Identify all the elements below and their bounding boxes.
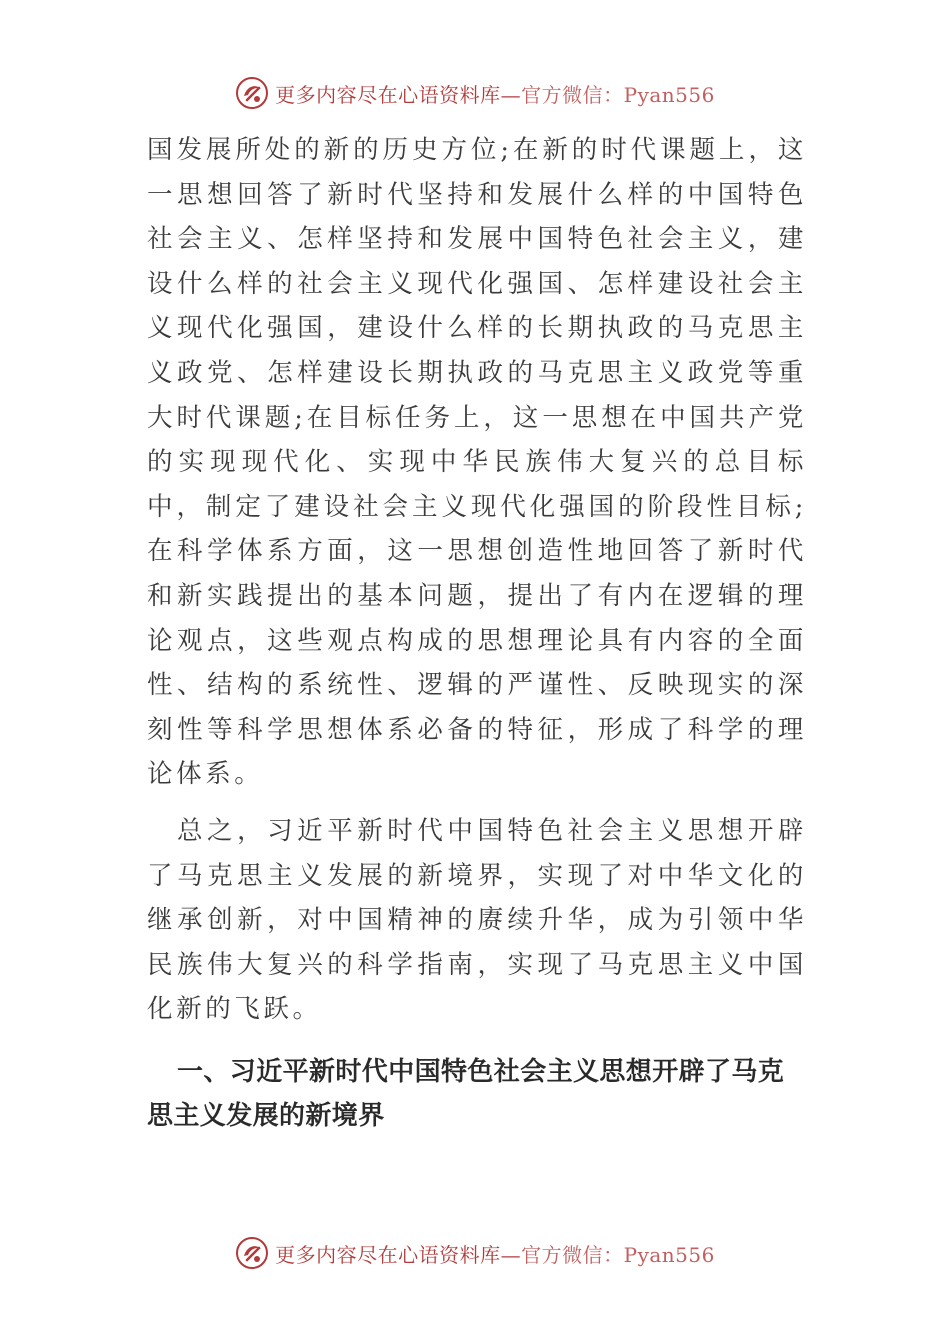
footer-banner-text: 更多内容尽在心语资料库—官方微信：Pyan556 <box>275 1242 715 1267</box>
footer-wechat-text: 官方微信：Pyan556 <box>521 1242 715 1267</box>
body-paragraph-2: 总之，习近平新时代中国特色社会主义思想开辟了马克思主义发展的新境界，实现了对中华文化的继承创新，对中国精神的赓续升华，成为引领中华民族伟大复兴的科学指南，实现了马克思主义中国化新的飞跃。 <box>147 815 807 1025</box>
header-wechat-text: 官方微信：Pyan556 <box>521 82 715 107</box>
document-body <box>147 128 807 1138</box>
header-banner-text: 更多内容尽在心语资料库—官方微信：Pyan556 <box>275 82 715 107</box>
logo-icon <box>235 1236 269 1270</box>
section-heading: 一、习近平新时代中国特色社会主义思想开辟了马克思主义发展的新境界 <box>147 1056 785 1131</box>
footer-banner <box>0 1233 950 1273</box>
logo-icon <box>235 76 269 110</box>
body-paragraph-1: 国发展所处的新的历史方位;在新的时代课题上，这一思想回答了新时代坚持和发展什么样的中国特色社会主义、怎样坚持和发展中国特色社会主义，建设什么样的社会主义现代化强国、怎样建设社会主义现代化强国，建设什么样的长期执政的马克思主义政党、怎样建设长期执政的马克思主义政党等重大时代课题;在目标任务上，这一思想在中国共产党的实现现代化、实现中华民族伟大复兴的总目标中，制定了建设社会主义现代化强国的阶段性目标;在科学体系方面，这一思想创造性地回答了新时代和新实践提出的基本问题，提出了有内在逻辑的理论观点，这些观点构成的思想理论具有内容的全面性、结构的系统性、逻辑的严谨性、反映现实的深刻性等科学思想体系必备的特征，形成了科学的理论体系。 <box>147 135 807 790</box>
header-banner <box>0 73 950 113</box>
